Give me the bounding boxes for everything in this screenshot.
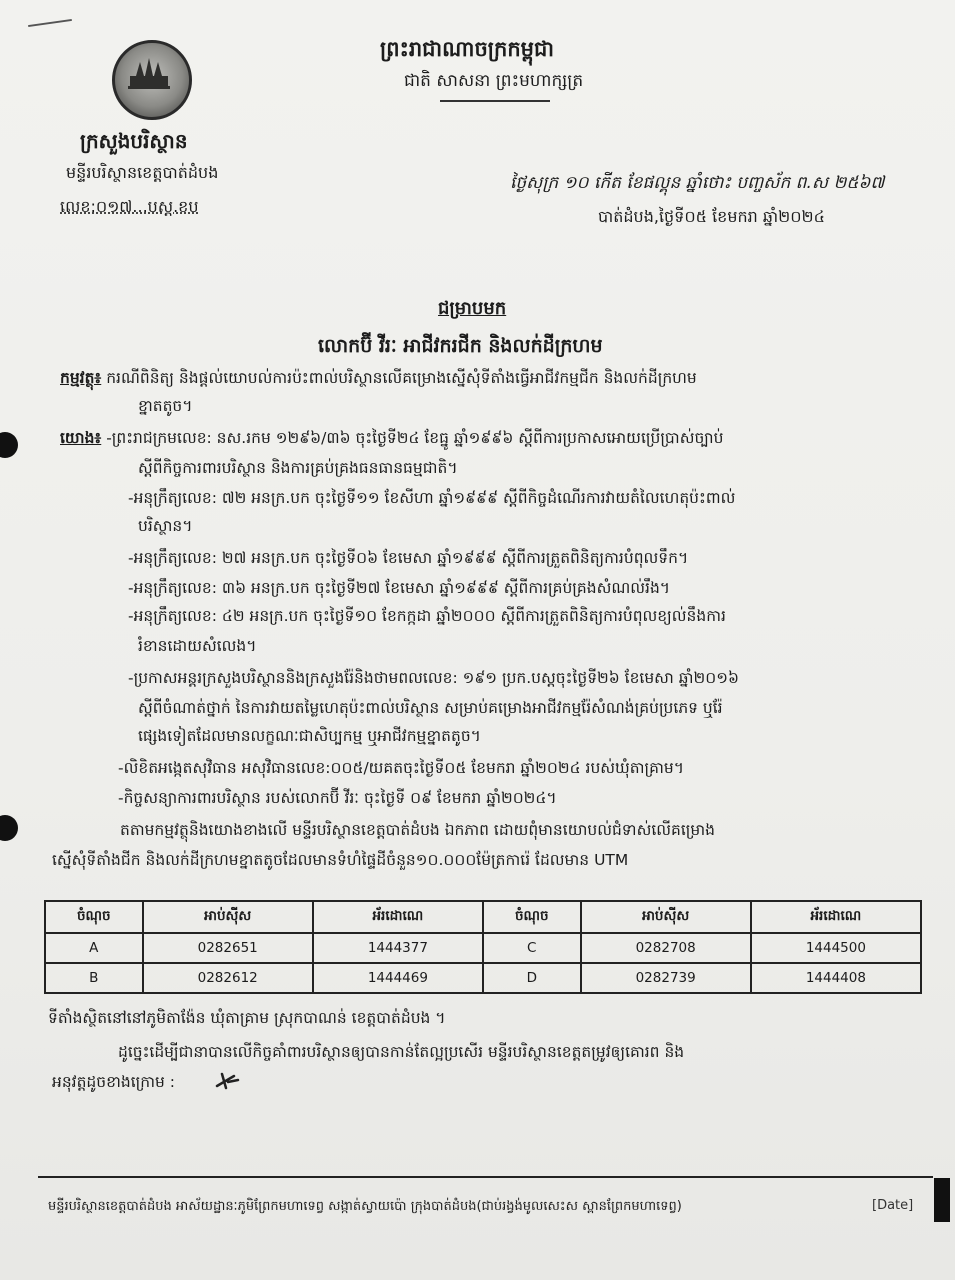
reference-line-3: -អនុក្រឹត្យលេខ: ៧២ អនក្រ.បក ចុះថ្ងៃទី១១ ខែសីហា ឆ្នាំ១៩៩៩ ស្តីពីកិច្ចដំណើរការវាយតំលៃហេតុប៉ះពាល់ bbox=[128, 489, 736, 507]
reference-label: យោង៖ bbox=[60, 429, 102, 447]
reference-line-4: បរិស្ថាន។ bbox=[138, 517, 193, 535]
paragraph-2-line-1: ដូច្នេះដើម្បីជានាបានលើកិច្ចគាំពារបរិស្ថានឲ្យបានកាន់តែល្អប្រសើរ មន្ទីរបរិស្ថានខេត្តតម្រូវឲ្យគោរព និង bbox=[118, 1043, 685, 1061]
temple-emblem-icon bbox=[126, 56, 172, 90]
location-line: ទីតាំងស្ថិតនៅនៅភូមិតាង៉ែន ឃុំតាគ្រាម ស្រុកបាណន់ ខេត្តបាត់ដំបង ។ bbox=[48, 1009, 446, 1027]
table-cell: D bbox=[483, 963, 581, 993]
reference-line-11: ផ្សេងទៀតដែលមានលក្ខណៈជាសិប្បកម្ម ឬអាជីវកម្មខ្នាតតូច។ bbox=[138, 727, 481, 745]
table-cell: 1444377 bbox=[313, 933, 483, 963]
punch-hole-bottom bbox=[0, 815, 18, 841]
header-point-2: ចំណុច bbox=[483, 901, 581, 933]
corner-pen-mark bbox=[28, 19, 72, 27]
reference-line-2: ស្តីពីកិច្ចការពារបរិស្ថាន និងការគ្រប់គ្រងធនធានធម្មជាតិ។ bbox=[138, 459, 458, 477]
table-cell: 1444469 bbox=[313, 963, 483, 993]
reference-line-10: ស្តីពីចំណាត់ថ្នាក់ នៃការវាយតម្លៃហេតុប៉ះពាល់បរិស្ថាន សម្រាប់គម្រោងអាជីវកម្មរ៉ែសំណង់គ្រប់ប្រភេទ ឬរ៉ែ bbox=[138, 699, 723, 717]
reference-text: -ព្រះរាជក្រមលេខ: នស.រកម ១២៩៦/៣៦ ចុះថ្ងៃទី២៤ ខែធ្នូ ឆ្នាំ១៩៩៦ ស្តីពីការប្រកាសអោយប្រើប្រាស់ច្បាប់ bbox=[106, 429, 724, 447]
table-cell: 0282651 bbox=[143, 933, 313, 963]
header-northing-2: អ័រដោណេ bbox=[751, 901, 921, 933]
footer-divider bbox=[38, 1176, 933, 1178]
footer-date-placeholder: [Date] bbox=[872, 1198, 914, 1213]
reference-line-5: -អនុក្រឹត្យលេខ: ២៧ អនក្រ.បក ចុះថ្ងៃទី០៦ ខែមេសា ឆ្នាំ១៩៩៩ ស្តីពីការត្រួតពិនិត្យការបំពុលទឹក។ bbox=[128, 549, 689, 567]
table-cell: 0282739 bbox=[581, 963, 751, 993]
subject-label: កម្មវត្ថុ៖ bbox=[60, 369, 102, 387]
reference-line-6: -អនុក្រឹត្យលេខ: ៣៦ អនក្រ.បក ចុះថ្ងៃទី២៧ ខែមេសា ឆ្នាំ១៩៩៩ ស្តីពីការគ្រប់គ្រងសំណល់រឹង។ bbox=[128, 579, 671, 597]
reference-line-13: -កិច្ចសន្យាការពារបរិស្ថាន របស់លោកប៊ី វីរៈ ចុះថ្ងៃទី ០៩ ខែមករា ឆ្នាំ២០២៤។ bbox=[118, 789, 557, 807]
table-cell: C bbox=[483, 933, 581, 963]
table-cell: A bbox=[45, 933, 143, 963]
table-cell: 1444500 bbox=[751, 933, 921, 963]
subject-text: ករណីពិនិត្យ និងផ្តល់យោបល់ការប៉ះពាល់បរិស្ថានលើគម្រោងស្នើសុំទីតាំងធ្វើអាជីវកម្មជីក និងលក់ដីក្រហម bbox=[106, 369, 697, 387]
table-cell: 1444408 bbox=[751, 963, 921, 993]
reference-line-7: -អនុក្រឹត្យលេខ: ៤២ អនក្រ.បក ចុះថ្ងៃទី១០ ខែកក្កដា ឆ្នាំ២០០០ ស្តីពីការត្រួតពិនិត្យការបំពុលខ្យល់នឹងការ bbox=[128, 607, 726, 625]
reference-number: លេខ:០១៧...បស្ត.ខប bbox=[60, 197, 199, 216]
utm-coordinates-table bbox=[44, 900, 922, 994]
department-name: មន្ទីរបរិស្ថានខេត្តបាត់ដំបង bbox=[66, 163, 219, 182]
addressee: លោកប៊ី វីរៈ អាជីវករជីក និងលក់ដីក្រហម bbox=[318, 335, 603, 357]
document-type: ជម្រាបមក bbox=[438, 298, 507, 319]
subject-line-1 bbox=[60, 368, 697, 391]
reference-line-8: រំខានដោយសំលេង។ bbox=[138, 637, 257, 655]
table-row bbox=[45, 963, 921, 993]
header-point-1: ចំណុច bbox=[45, 901, 143, 933]
kingdom-title: ព្រះរាជាណាចក្រកម្ពុជា bbox=[380, 37, 555, 61]
header-easting-2: អាប់ស៊ីស bbox=[581, 901, 751, 933]
header-easting-1: អាប់ស៊ីស bbox=[143, 901, 313, 933]
header-northing-1: អ័រដោណេ bbox=[313, 901, 483, 933]
subject-line-2: ខ្នាតតូច។ bbox=[138, 397, 193, 415]
ministry-name: ក្រសួងបរិស្ថាន bbox=[80, 129, 188, 153]
reference-line-12: -លិខិតអង្កេតសុវិធាន អសុវិធានលេខ:០០៥/យគតចុះថ្ងៃទី០៥ ខែមករា ឆ្នាំ២០២៤ របស់ឃុំតាគ្រាម។ bbox=[118, 759, 684, 777]
paragraph-1-line-1: តតាមកម្មវត្ថុនិងយោងខាងលើ មន្ទីរបរិស្ថានខេត្តបាត់ដំបង ឯកភាព ដោយពុំមានយោបល់ជំទាស់លើគម្រោង bbox=[120, 821, 715, 839]
table-row bbox=[45, 933, 921, 963]
footer-edge-bar bbox=[934, 1178, 950, 1222]
paragraph-2-line-2: អនុវត្តដូចខាងក្រោម : bbox=[52, 1073, 175, 1091]
table-header-row bbox=[45, 901, 921, 933]
national-motto: ជាតិ សាសនា ព្រះមហាក្សត្រ bbox=[404, 71, 584, 91]
lunar-date: ថ្ងៃសុក្រ ១០ កើត ខែផល្គុន ឆ្នាំថោះ បញ្ចស័ក ព.ស ២៥៦៧ bbox=[510, 173, 885, 193]
place-and-date: បាត់ដំបង,ថ្ងៃទី០៥ ខែមករា ឆ្នាំ២០២៤ bbox=[598, 207, 825, 226]
motto-divider bbox=[440, 100, 550, 102]
reference-line-9: -ប្រកាសអន្តរក្រសួងបរិស្ថាននិងក្រសួងរ៉ែនិងថាមពលលេខ: ១៩១ ប្រក.បស្តចុះថ្ងៃទី២៦ ខែមេសា ឆ្នាំ២០១៦ bbox=[128, 669, 739, 687]
punch-hole-top bbox=[0, 432, 18, 458]
handwritten-mark-icon bbox=[214, 1070, 240, 1092]
footer-address: មន្ទីរបរិស្ថានខេត្តបាត់ដំបង អាស័យដ្ឋានៈភូមិព្រែកមហាទេព្វ សង្កាត់ស្វាយប៉ោ ក្រុងបាត់ដំបង(ជាប់រង្វង់មូលសេះស ស្ពានព្រែកមហាទេព្វ) bbox=[48, 1199, 682, 1214]
table-cell: 0282612 bbox=[143, 963, 313, 993]
paragraph-1-line-2: ស្នើសុំទីតាំងជីក និងលក់ដីក្រហមខ្នាតតូចដែលមានទំហំផ្ទៃដីចំនួន១០.០០០ម៉ែត្រការ៉េ ដែលមាន UTM bbox=[52, 851, 629, 869]
table-cell: B bbox=[45, 963, 143, 993]
reference-line-1 bbox=[60, 428, 723, 451]
table-cell: 0282708 bbox=[581, 933, 751, 963]
